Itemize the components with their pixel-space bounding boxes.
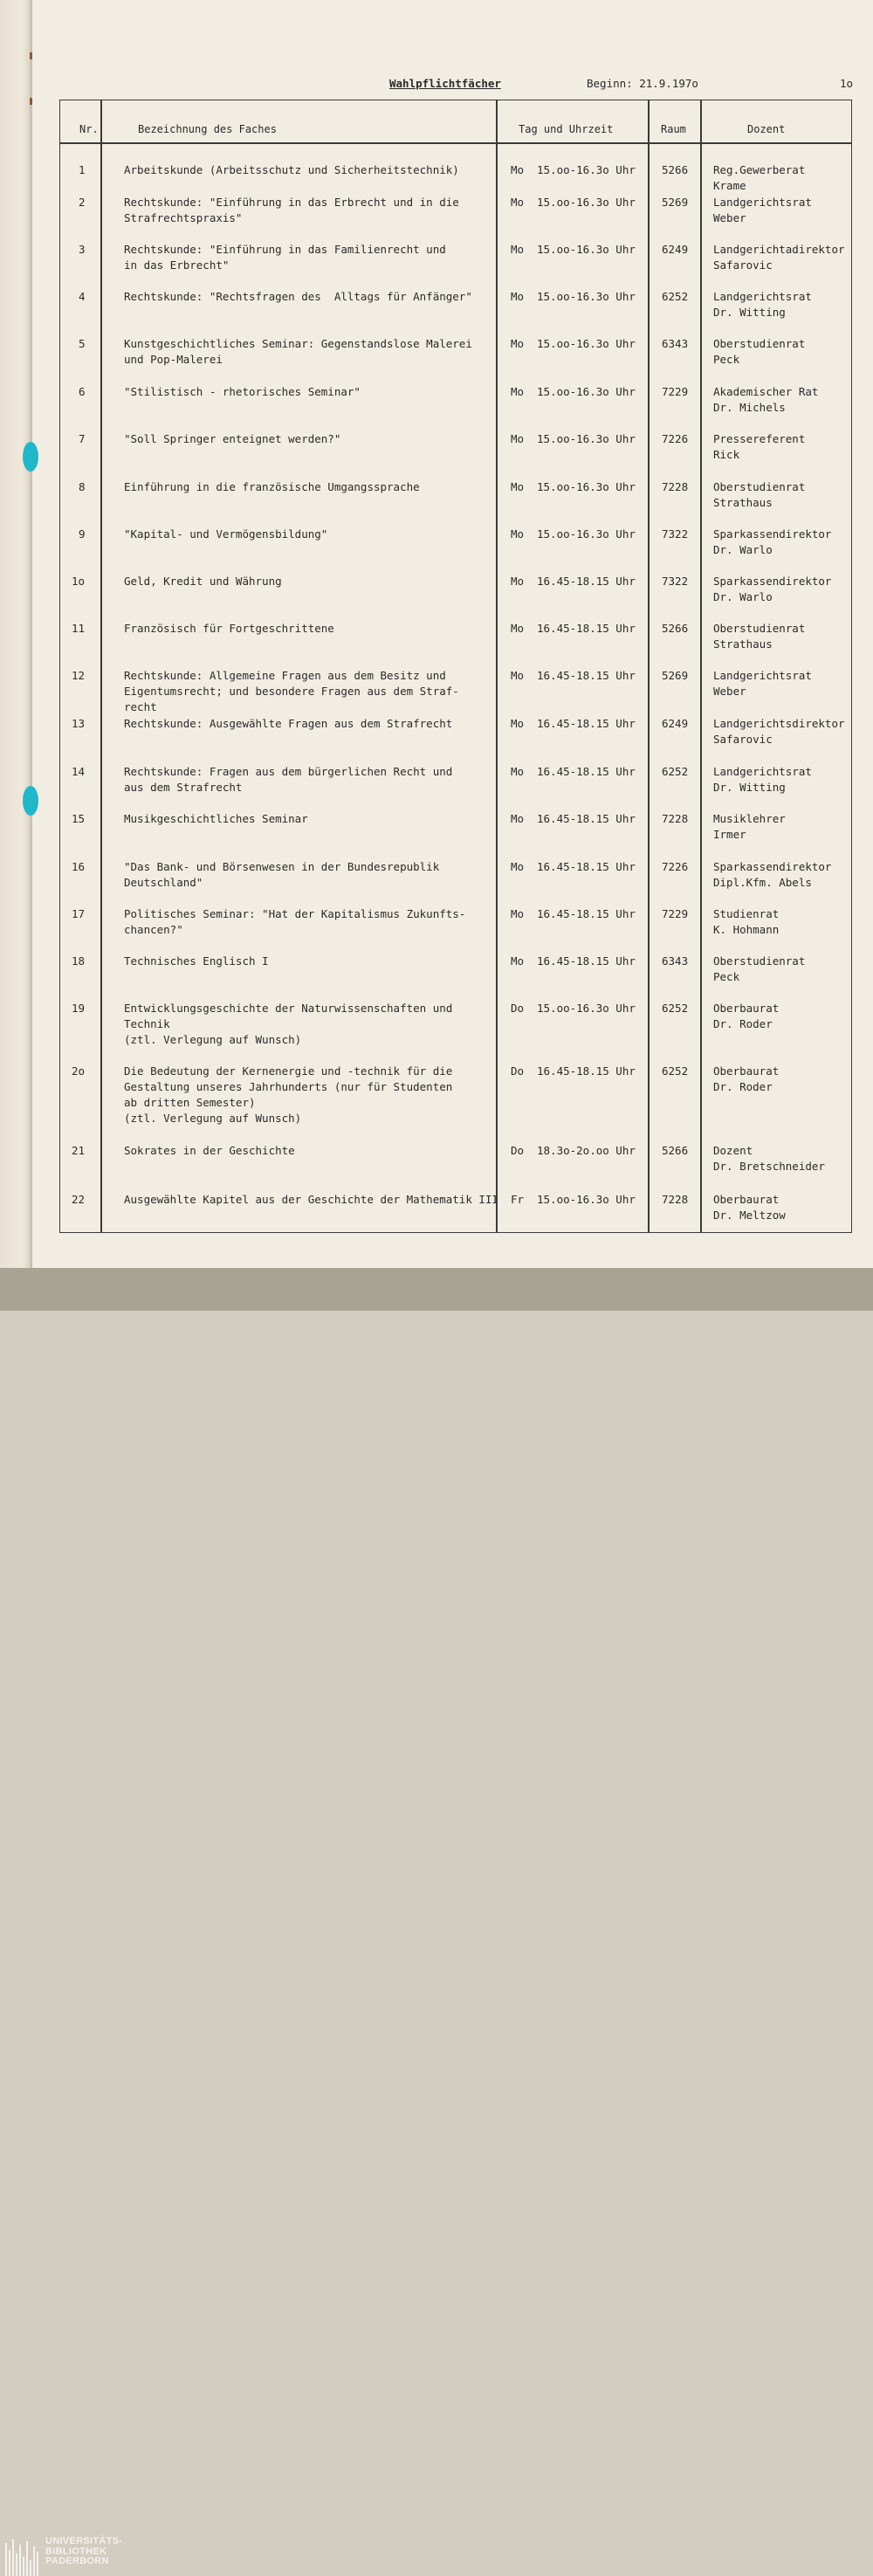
day: Mo [511, 669, 525, 682]
day: Mo [511, 622, 525, 635]
lecturer-line: Dr. Warlo [713, 590, 773, 603]
logo-bar [23, 2557, 24, 2576]
lecturer-line: Oberstudienrat [713, 480, 806, 493]
logo-bar [16, 2553, 17, 2576]
logo-bar [33, 2546, 35, 2576]
row-number: 13 [72, 717, 86, 730]
time: 16.45-18.15 Uhr [537, 622, 636, 635]
day: Mo [511, 907, 525, 920]
subject-line: "Das Bank- und Börsenwesen in der Bundesrepublik [124, 860, 440, 873]
lecturer-line: Dr. Michels [713, 401, 786, 414]
time: 16.45-18.15 Uhr [537, 765, 636, 778]
room: 6343 [662, 337, 689, 350]
lecturer-line: Dr. Bretschneider [713, 1160, 825, 1173]
room: 7229 [662, 385, 689, 398]
lecturer-line: Landgerichtadirektor [713, 243, 845, 256]
page-title: Wahlpflichtfächer [389, 77, 501, 90]
subject-line: Ausgewählte Kapitel aus der Geschichte der Mathematik III [124, 1193, 498, 1206]
day: Mo [511, 196, 525, 209]
subject-line: Deutschland" [124, 876, 203, 889]
column-divider [496, 100, 498, 1233]
subject-line: Politisches Seminar: "Hat der Kapitalismus Zukunfts- [124, 907, 466, 920]
lecturer-line: Landgerichtsrat [713, 669, 812, 682]
lecturer-line: Oberstudienrat [713, 337, 806, 350]
subject-line: in das Erbrecht" [124, 258, 230, 272]
row-number: 2 [79, 196, 86, 209]
lecturer-line: Safarovic [713, 733, 773, 746]
row-number: 14 [72, 765, 86, 778]
subject-line: "Stilistisch - rhetorisches Seminar" [124, 385, 361, 398]
row-number: 5 [79, 337, 86, 350]
day: Do [511, 1064, 525, 1078]
lecturer-line: Irmer [713, 828, 746, 841]
logo-bar [12, 2539, 14, 2576]
row-number: 15 [72, 812, 86, 825]
room: 7228 [662, 812, 689, 825]
day: Mo [511, 527, 525, 541]
library-logo-text [45, 2537, 122, 2567]
time: 15.oo-16.3o Uhr [537, 196, 636, 209]
lecturer-line: Studienrat [713, 907, 780, 920]
binding-mark [30, 98, 32, 105]
row-number: 4 [79, 290, 86, 303]
logo-bar [19, 2545, 21, 2576]
subject-line: Musikgeschichtliches Seminar [124, 812, 308, 825]
lecturer-line: Dr. Meltzow [713, 1209, 786, 1222]
row-number: 16 [72, 860, 86, 873]
binding-edge [30, 0, 32, 1268]
row-number: 9 [79, 527, 86, 541]
lecturer-line: Dr. Witting [713, 781, 786, 794]
lecturer-line: Akademischer Rat [713, 385, 819, 398]
row-number: 7 [79, 432, 86, 445]
lecturer-line: Dozent [713, 1144, 753, 1157]
time: 15.oo-16.3o Uhr [537, 1002, 636, 1015]
logo-line: UNIVERSITÄTS- [45, 2536, 123, 2546]
row-number: 18 [72, 954, 86, 968]
row-number: 21 [72, 1144, 86, 1157]
lecturer-line: Peck [713, 353, 740, 366]
room: 7228 [662, 480, 689, 493]
room: 6252 [662, 1002, 689, 1015]
column-divider [100, 100, 102, 1233]
lecturer-line: Pressereferent [713, 432, 806, 445]
day: Mo [511, 243, 525, 256]
row-number: 12 [72, 669, 86, 682]
day: Mo [511, 860, 525, 873]
lecturer-line: Reg.Gewerberat [713, 163, 806, 176]
lecturer-line: Oberbaurat [713, 1193, 780, 1206]
day: Mo [511, 290, 525, 303]
day: Mo [511, 812, 525, 825]
day: Mo [511, 717, 525, 730]
row-number: 1 [79, 163, 86, 176]
room: 5266 [662, 163, 689, 176]
lecturer-line: Oberstudienrat [713, 622, 806, 635]
lecturer-line: Landgerichtsrat [713, 196, 812, 209]
room: 6252 [662, 765, 689, 778]
room: 7229 [662, 907, 689, 920]
binding-strip [0, 0, 32, 1268]
day: Do [511, 1002, 525, 1015]
subject-line: (ztl. Verlegung auf Wunsch) [124, 1033, 302, 1046]
time: 15.oo-16.3o Uhr [537, 385, 636, 398]
subject-line: Rechtskunde: "Einführung in das Erbrecht und in die [124, 196, 459, 209]
subject-line: Gestaltung unseres Jahrhunderts (nur für Studenten [124, 1080, 453, 1093]
subject-line: recht [124, 700, 157, 713]
time: 16.45-18.15 Uhr [537, 575, 636, 588]
time: 16.45-18.15 Uhr [537, 717, 636, 730]
room: 5266 [662, 622, 689, 635]
column-divider [648, 100, 650, 1233]
room: 7228 [662, 1193, 689, 1206]
subject-line: Die Bedeutung der Kernenergie und -technik für die [124, 1064, 453, 1078]
day: Mo [511, 432, 525, 445]
logo-line: PADERBORN [45, 2556, 109, 2566]
room: 6249 [662, 717, 689, 730]
header-divider [59, 142, 852, 144]
subject-line: Eigentumsrecht; und besondere Fragen aus dem Straf- [124, 685, 459, 698]
column-header-subject: Bezeichnung des Faches [138, 123, 277, 135]
row-number: 6 [79, 385, 86, 398]
time: 15.oo-16.3o Uhr [537, 480, 636, 493]
subject-line: "Soll Springer enteignet werden?" [124, 432, 341, 445]
lecturer-line: Dr. Roder [713, 1017, 773, 1030]
room: 5269 [662, 669, 689, 682]
time: 16.45-18.15 Uhr [537, 860, 636, 873]
lecturer-line: Oberbaurat [713, 1002, 780, 1015]
subject-line: Rechtskunde: Allgemeine Fragen aus dem Besitz und [124, 669, 446, 682]
subject-line: Sokrates in der Geschichte [124, 1144, 295, 1157]
lecturer-line: Strathaus [713, 496, 773, 509]
logo-line: BIBLIOTHEK [45, 2545, 107, 2557]
subject-line: (ztl. Verlegung auf Wunsch) [124, 1112, 302, 1125]
day: Mo [511, 337, 525, 350]
subject-line: Technik [124, 1017, 170, 1030]
subject-line: Rechtskunde: "Rechtsfragen des Alltags für Anfänger" [124, 290, 472, 303]
lecturer-line: Landgerichtsrat [713, 290, 812, 303]
row-number: 1o [72, 575, 86, 588]
subject-line: Einführung in die französische Umgangssprache [124, 480, 420, 493]
subject-line: "Kapital- und Vermögensbildung" [124, 527, 328, 541]
row-number: 3 [79, 243, 86, 256]
column-header-nr: Nr. [79, 123, 99, 135]
time: 15.oo-16.3o Uhr [537, 243, 636, 256]
column-divider [700, 100, 702, 1233]
lecturer-line: Dr. Witting [713, 306, 786, 319]
subject-line: Rechtskunde: Ausgewählte Fragen aus dem Strafrecht [124, 717, 453, 730]
time: 18.3o-2o.oo Uhr [537, 1144, 636, 1157]
time: 15.oo-16.3o Uhr [537, 337, 636, 350]
room: 6252 [662, 1064, 689, 1078]
subject-line: Geld, Kredit und Währung [124, 575, 282, 588]
row-number: 22 [72, 1193, 86, 1206]
subject-line: ab dritten Semester) [124, 1096, 256, 1109]
time: 15.oo-16.3o Uhr [537, 1193, 636, 1206]
column-header-time: Tag und Uhrzeit [519, 123, 614, 135]
logo-bar [37, 2552, 38, 2576]
row-number: 11 [72, 622, 86, 635]
room: 7322 [662, 575, 689, 588]
lecturer-line: Dr. Warlo [713, 543, 773, 556]
lecturer-line: Dipl.Kfm. Abels [713, 876, 812, 889]
lecturer-line: Musiklehrer [713, 812, 786, 825]
punch-hole [23, 442, 38, 472]
logo-bar [30, 2560, 31, 2576]
time: 16.45-18.15 Uhr [537, 669, 636, 682]
document-page [0, 0, 873, 1268]
row-number: 17 [72, 907, 86, 920]
subject-line: chancen?" [124, 923, 183, 936]
time: 16.45-18.15 Uhr [537, 954, 636, 968]
lecturer-line: Weber [713, 211, 746, 224]
subject-line: aus dem Strafrecht [124, 781, 243, 794]
subject-line: Rechtskunde: "Einführung in das Familienrecht und [124, 243, 446, 256]
logo-bar [9, 2550, 10, 2576]
room: 7226 [662, 432, 689, 445]
subject-line: Rechtskunde: Fragen aus dem bürgerlichen Recht und [124, 765, 453, 778]
row-number: 2o [72, 1064, 86, 1078]
day: Mo [511, 575, 525, 588]
lecturer-line: Rick [713, 448, 740, 461]
punch-hole [23, 786, 38, 816]
subject-line: Strafrechtspraxis" [124, 211, 243, 224]
lecturer-line: Sparkassendirektor [713, 575, 832, 588]
day: Fr [511, 1193, 525, 1206]
room: 7226 [662, 860, 689, 873]
lecturer-line: Dr. Roder [713, 1080, 773, 1093]
time: 16.45-18.15 Uhr [537, 1064, 636, 1078]
lecturer-line: Landgerichtsrat [713, 765, 812, 778]
room: 6249 [662, 243, 689, 256]
room: 7322 [662, 527, 689, 541]
logo-bar [26, 2541, 28, 2576]
day: Mo [511, 480, 525, 493]
lecturer-line: Krame [713, 179, 746, 192]
day: Do [511, 1144, 525, 1157]
begin-date: Beginn: 21.9.197o [587, 77, 698, 90]
column-header-lecturer: Dozent [747, 123, 786, 135]
library-logo-icon [5, 2539, 40, 2576]
time: 16.45-18.15 Uhr [537, 907, 636, 920]
subject-line: Technisches Englisch I [124, 954, 269, 968]
lecturer-line: Sparkassendirektor [713, 527, 832, 541]
day: Mo [511, 954, 525, 968]
room: 5269 [662, 196, 689, 209]
logo-bar [5, 2543, 7, 2576]
lecturer-line: Peck [713, 970, 740, 983]
subject-line: Französisch für Fortgeschrittene [124, 622, 334, 635]
lecturer-line: Safarovic [713, 258, 773, 272]
room: 5266 [662, 1144, 689, 1157]
subject-line: Kunstgeschichtliches Seminar: Gegenstandslose Malerei [124, 337, 472, 350]
lecturer-line: Landgerichtsdirektor [713, 717, 845, 730]
time: 15.oo-16.3o Uhr [537, 432, 636, 445]
day: Mo [511, 385, 525, 398]
lecturer-line: Weber [713, 685, 746, 698]
lecturer-line: Oberstudienrat [713, 954, 806, 968]
day: Mo [511, 163, 525, 176]
row-number: 19 [72, 1002, 86, 1015]
column-header-room: Raum [661, 123, 686, 135]
time: 15.oo-16.3o Uhr [537, 163, 636, 176]
subject-line: Entwicklungsgeschichte der Naturwissenschaften und [124, 1002, 453, 1015]
page-number: 1o [840, 77, 854, 90]
library-footer [0, 1268, 873, 2566]
lecturer-line: K. Hohmann [713, 923, 780, 936]
time: 16.45-18.15 Uhr [537, 812, 636, 825]
time: 15.oo-16.3o Uhr [537, 527, 636, 541]
room: 6252 [662, 290, 689, 303]
lecturer-line: Oberbaurat [713, 1064, 780, 1078]
time: 15.oo-16.3o Uhr [537, 290, 636, 303]
binding-mark [30, 52, 32, 59]
subject-line: und Pop-Malerei [124, 353, 223, 366]
day: Mo [511, 765, 525, 778]
lecturer-line: Strathaus [713, 637, 773, 651]
row-number: 8 [79, 480, 86, 493]
room: 6343 [662, 954, 689, 968]
subject-line: Arbeitskunde (Arbeitsschutz und Sicherheitstechnik) [124, 163, 459, 176]
lecturer-line: Sparkassendirektor [713, 860, 832, 873]
